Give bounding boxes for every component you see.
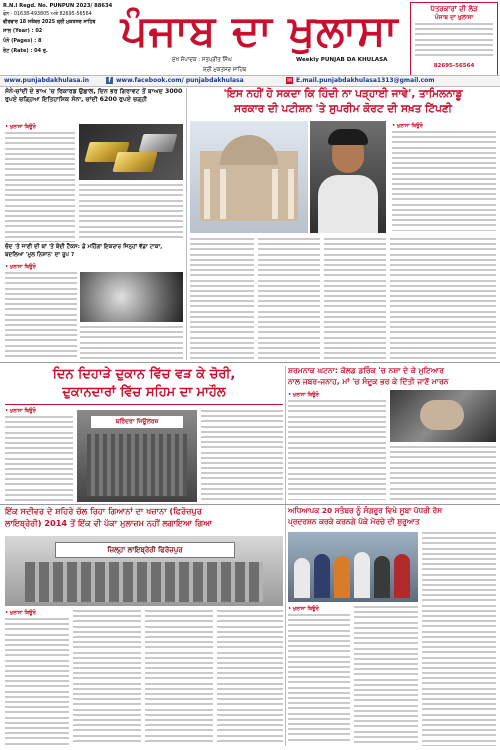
crime-headline-2: ਨਾਲ ਜਬਰ-ਜਨਾਹ, ਮਾਂ 'ਚ ਸੰਦੂਕ ਭਰ ਕੇ ਦਿੱਤੀ ਜਾਣੋਂ ਮਾਰਨ bbox=[288, 377, 449, 386]
theft-byline: • ਖੁਲਾਸਾ ਬਿਊਰੋ bbox=[5, 408, 36, 414]
teachers-headline-1: ਅਧਿਆਪਕ 20 ਸਤੰਬਰ ਨੂੰ ਸੰਗਰੂਰ ਵਿਖੇ ਸੂਬਾ ਪੱਧਰੀ ਰੋਸ bbox=[288, 506, 443, 515]
promo-box bbox=[410, 2, 498, 80]
court-headline-2: ਸਰਕਾਰ ਦੀ ਪਟੀਸ਼ਨ 'ਤੇ ਸੁਪਰੀਮ ਕੋਰਟ ਦੀ ਸਖ਼ਤ ਟਿੱਪਣੀ bbox=[234, 103, 452, 115]
shop-sign: ਬਰਿੰਦਰਾ ਜਿਊਲਰਜ਼ bbox=[91, 416, 183, 428]
library-byline: • ਖੁਲਾਸਾ ਬਿਊਰੋ bbox=[5, 610, 36, 616]
contact-numbers: ਫੋਨ - 01638-493805 ਅਤੇ 82695-56564 bbox=[3, 12, 92, 17]
library-headline-1: ਇੱਕ ਸਦੀਵਰ ਦੇ ਸ਼ਹਿਰੇ ਚੱਲ ਰਿਹਾ ਗਿਆਨਾਂ ਦਾ ਖਜ਼ਾਨਾ (ਫਿਰੋਜ਼ਪੁਰ bbox=[5, 506, 202, 516]
glass-photo bbox=[80, 272, 183, 322]
issue-rate: ਰੇਟ (Rate) : 04 ਰੁ. bbox=[3, 48, 48, 54]
email-link[interactable]: E.mail.punjabdakhulasa1313@gmail.com bbox=[296, 77, 435, 84]
second-left-byline: • ਖੁਲਾਸਾ ਬਿਊਰੋ bbox=[5, 264, 36, 270]
promo-phone: 82695-56564 bbox=[433, 63, 475, 69]
court-byline: • ਖੁਲਾਸਾ ਬਿਊਰੋ bbox=[392, 123, 423, 129]
library-sign: ਜ਼ਿਲ੍ਹਾ ਲਾਇਬ੍ਰੇਰੀ ਫਿਰੋਜ਼ਪੁਰ bbox=[55, 542, 235, 558]
chief-editor: ਮੁੱਖ ਸੰਪਾਦਕ : ਸਤਪ੍ਰੀਤ ਸਿੰਘ bbox=[172, 57, 232, 63]
gold-headline: ਸੋਨੇ-ਚਾਂਦੀ ਦੇ ਭਾਅ 'ਚ ਰਿਕਾਰਡ ਉਛਾਲ, ਦਿਨ ਭਰ ਗਿਰਾਵਟ ਤੋਂ ਬਾਅਦ 3000 ਰੁਪਏ ਚੜ੍ਹਿਆ ਇਤਿਹਾਸਿਕ ਸੋਨਾ, ਚਾਂਦੀ 6200 ਰੁਪਏ ਚੜ੍ਹੀ bbox=[5, 88, 183, 103]
promo-subtitle: ਪੰਜਾਬ ਦਾ ਖੁਲਾਸਾ bbox=[434, 14, 474, 21]
contact-bar bbox=[0, 75, 500, 87]
issue-year: ਸਾਲ (Year) : 02 bbox=[3, 28, 43, 34]
victim-photo bbox=[390, 390, 496, 442]
theft-headline-1: ਦਿਨ ਦਿਹਾੜੇ ਦੁਕਾਨ ਵਿੱਚ ਵੜ ਕੇ ਚੋਰੀ, bbox=[52, 367, 236, 382]
facebook-link[interactable]: www.facebook.com/ punjabdakhulasa bbox=[116, 77, 244, 84]
rni-number: R.N.I Regd. No. PUNPUN 2023/ 88634 bbox=[3, 3, 113, 9]
supreme-court-photo bbox=[190, 121, 308, 233]
crime-byline: • ਖੁਲਾਸਾ ਬਿਊਰੋ bbox=[288, 392, 319, 398]
library-headline-2: ਲਾਇਬ੍ਰੇਰੀ) 2014 ਤੋਂ ਇੱਕ ਵੀ ਪੱਕਾ ਮੁਲਾਜ਼ਮ ਨਹੀਂ ਲਗਾਇਆ ਗਿਆ bbox=[5, 518, 213, 528]
publication-place: ਸ਼੍ਰੀ ਮੁਕਤਸਰ ਸਾਹਿਬ bbox=[203, 67, 247, 73]
weekly-name: Weekly PUNJAB DA KHULASA bbox=[296, 57, 388, 63]
jewellery-shop-photo bbox=[77, 410, 197, 502]
leader-photo bbox=[310, 121, 386, 233]
gold-bars-photo bbox=[79, 124, 183, 180]
newspaper-title: ਪੰਜਾਬ ਦਾ ਖੁਲਾਸਾ bbox=[120, 6, 399, 55]
website-link[interactable]: www.punjabdakhulasa.in bbox=[4, 77, 89, 84]
issue-date: ਵੀਰਵਾਰ 18 ਸਤੰਬਰ 2025 ਸ਼੍ਰੀ ਮੁਕਤਸਰ ਸਾਹਿਬ bbox=[3, 20, 96, 25]
masthead bbox=[0, 0, 500, 82]
teachers-headline-2: ਪ੍ਰਦਰਸ਼ਨ ਕਰਕੇ ਕਰਨਗੇ ਪੱਕੇ ਮੋਰਚੇ ਦੀ ਸ਼ੁਰੂਆਤ bbox=[288, 517, 420, 526]
promo-title: ਪੱਤਰਕਾਰਾਂ ਦੀ ਲੋੜ bbox=[430, 5, 478, 13]
library-photo bbox=[5, 536, 283, 606]
crime-headline-1: ਸ਼ਰਮਨਾਕ ਘਟਨਾ: ਕੋਲਡ ਡਰਿੰਕ 'ਚ ਨਸ਼ਾ ਦੇ ਕੇ ਮੁਟਿਆਰ bbox=[288, 366, 444, 375]
court-headline-1: 'ਇਸ ਨਹੀਂ ਹੋ ਸਕਦਾ ਕਿ ਹਿੰਦੀ ਨਾ ਪੜ੍ਹਾਈ ਜਾਵੇ', ਤਾਮਿਲਨਾਡੂ bbox=[223, 88, 463, 100]
teachers-group-photo bbox=[288, 532, 418, 602]
teachers-byline: • ਖੁਲਾਸਾ ਬਿਊਰੋ bbox=[288, 606, 319, 612]
theft-headline-2: ਦੁਕਾਨਦਾਰਾਂ ਵਿੱਚ ਸਹਿਮ ਦਾ ਮਾਹੌਲ bbox=[62, 385, 226, 400]
issue-pages: ਪੰਨੇ (Pages) : 8 bbox=[3, 38, 42, 44]
facebook-icon: f bbox=[106, 77, 113, 84]
gold-byline: • ਖੁਲਾਸਾ ਬਿਊਰੋ bbox=[5, 124, 36, 130]
email-icon: ✉ bbox=[286, 77, 293, 84]
second-left-headline: ਚੰਦ 'ਤੇ ਜਾਣੀ ਦੀ ਥਾਂ 'ਤੇ ਬੰਦੀ ਟੈਕਸ: ਡੇ ਮਹਿੰਗਾ ਇਕਰਾਰ ਜਿਨ੍ਹਾਂ ਵੱਡਾ ਟਾਕਾ, ਬਦਲਿਆ 'ਮੂਲ ਨਿਸ਼ਾਨ' ਦਾ ਰੂਪ ? bbox=[5, 244, 163, 258]
